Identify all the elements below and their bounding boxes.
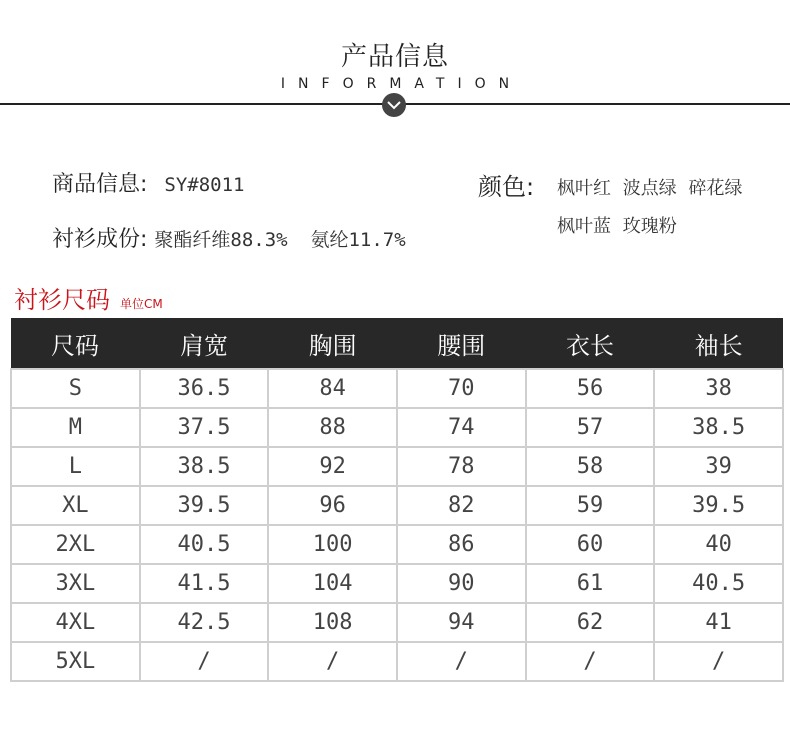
color-item: 枫叶红 <box>557 178 611 199</box>
fabric-row <box>52 222 406 253</box>
table-cell: 2XL <box>11 525 140 564</box>
table-header-row <box>11 318 783 369</box>
table-cell: / <box>268 642 397 681</box>
table-cell: 86 <box>397 525 526 564</box>
table-cell: 39.5 <box>140 486 269 525</box>
fabric-value: 聚酯纤维88.3% 氨纶11.7% <box>154 229 406 251</box>
table-cell: 59 <box>526 486 655 525</box>
table-cell: 42.5 <box>140 603 269 642</box>
table-cell: 40.5 <box>140 525 269 564</box>
table-cell: 60 <box>526 525 655 564</box>
header-badge <box>382 93 406 117</box>
table-cell: 39 <box>654 447 783 486</box>
size-chart-title <box>14 280 163 315</box>
table-cell: 40.5 <box>654 564 783 603</box>
table-row <box>11 408 783 447</box>
table-cell: 100 <box>268 525 397 564</box>
header-title: 产品信息 <box>340 42 449 72</box>
product-info-label: 商品信息: <box>52 172 148 197</box>
fabric-label: 衬衫成份: <box>52 227 148 252</box>
table-cell: 70 <box>397 369 526 408</box>
color-label: 颜色: <box>478 173 535 201</box>
size-chart-heading: 衬衫尺码 <box>14 286 110 314</box>
table-cell: 39.5 <box>654 486 783 525</box>
table-cell: 78 <box>397 447 526 486</box>
table-row <box>11 603 783 642</box>
size-chart-unit: 单位CM <box>120 297 163 311</box>
table-cell: 40 <box>654 525 783 564</box>
product-info-row <box>52 167 245 198</box>
table-cell: 41 <box>654 603 783 642</box>
table-row <box>11 642 783 681</box>
table-cell: 104 <box>268 564 397 603</box>
table-cell: XL <box>11 486 140 525</box>
column-header: 袖长 <box>654 318 783 369</box>
table-cell: 3XL <box>11 564 140 603</box>
column-header: 胸围 <box>268 318 397 369</box>
table-cell: L <box>11 447 140 486</box>
table-row <box>11 369 783 408</box>
table-cell: 38 <box>654 369 783 408</box>
table-row <box>11 447 783 486</box>
table-cell: 96 <box>268 486 397 525</box>
color-item: 枫叶蓝 <box>557 216 611 237</box>
column-header: 衣长 <box>526 318 655 369</box>
table-cell: 56 <box>526 369 655 408</box>
table-cell: / <box>397 642 526 681</box>
table-cell: 108 <box>268 603 397 642</box>
column-header: 肩宽 <box>140 318 269 369</box>
chevron-down-icon <box>387 100 401 110</box>
table-cell: / <box>654 642 783 681</box>
table-cell: 62 <box>526 603 655 642</box>
product-info-value: SY#8011 <box>164 174 245 196</box>
table-cell: 4XL <box>11 603 140 642</box>
table-cell: 38.5 <box>140 447 269 486</box>
table-row <box>11 486 783 525</box>
color-list <box>557 170 787 246</box>
table-cell: M <box>11 408 140 447</box>
table-cell: 36.5 <box>140 369 269 408</box>
table-cell: 84 <box>268 369 397 408</box>
table-cell: 61 <box>526 564 655 603</box>
column-header: 尺码 <box>11 318 140 369</box>
table-cell: / <box>140 642 269 681</box>
table-cell: 90 <box>397 564 526 603</box>
table-cell: 58 <box>526 447 655 486</box>
header-subtitle: INFORMATION <box>280 76 523 92</box>
table-cell: / <box>526 642 655 681</box>
table-cell: 57 <box>526 408 655 447</box>
table-cell: 74 <box>397 408 526 447</box>
table-cell: 5XL <box>11 642 140 681</box>
table-row <box>11 564 783 603</box>
table-cell: 38.5 <box>654 408 783 447</box>
table-cell: S <box>11 369 140 408</box>
color-item: 玫瑰粉 <box>622 216 677 237</box>
size-chart-table <box>10 318 784 682</box>
color-item: 波点绿 <box>622 178 677 199</box>
table-cell: 37.5 <box>140 408 269 447</box>
table-cell: 88 <box>268 408 397 447</box>
table-cell: 92 <box>268 447 397 486</box>
table-cell: 82 <box>397 486 526 525</box>
table-cell: 41.5 <box>140 564 269 603</box>
column-header: 腰围 <box>397 318 526 369</box>
table-row <box>11 525 783 564</box>
color-item: 碎花绿 <box>688 178 743 199</box>
table-cell: 94 <box>397 603 526 642</box>
